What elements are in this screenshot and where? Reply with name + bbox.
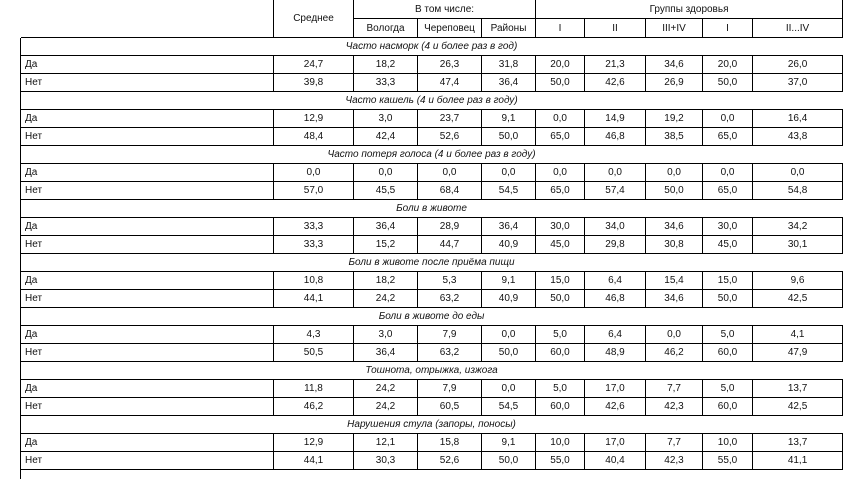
value-cell: 55,0 xyxy=(703,452,753,470)
value-cell: 37,0 xyxy=(753,74,843,92)
value-cell: 16,4 xyxy=(753,110,843,128)
value-cell: 3,0 xyxy=(354,326,418,344)
header-average: Среднее xyxy=(274,0,354,38)
section-title: Боли в животе до еды xyxy=(21,308,843,326)
value-cell: 34,6 xyxy=(646,218,703,236)
value-cell: 7,9 xyxy=(418,380,482,398)
value-cell: 3,0 xyxy=(354,110,418,128)
row-label: Нет xyxy=(21,74,274,92)
value-cell: 60,0 xyxy=(536,344,585,362)
value-cell: 15,8 xyxy=(418,434,482,452)
row-label: Да xyxy=(21,272,274,290)
value-cell: 0,0 xyxy=(536,164,585,182)
value-cell: 28,9 xyxy=(418,218,482,236)
table-row xyxy=(21,326,843,344)
value-cell: 34,6 xyxy=(646,290,703,308)
header-group-i: I xyxy=(536,19,585,38)
value-cell: 50,0 xyxy=(703,74,753,92)
value-cell: 46,8 xyxy=(585,290,646,308)
value-cell: 5,0 xyxy=(536,380,585,398)
table-row xyxy=(21,380,843,398)
value-cell: 9,1 xyxy=(482,434,536,452)
value-cell: 34,2 xyxy=(753,218,843,236)
section-row xyxy=(21,416,843,434)
header-group-i-b: I xyxy=(703,19,753,38)
value-cell: 31,8 xyxy=(482,56,536,74)
row-label: Нет xyxy=(21,398,274,416)
value-cell: 50,0 xyxy=(482,452,536,470)
value-cell: 44,1 xyxy=(274,452,354,470)
value-cell: 47,9 xyxy=(753,344,843,362)
table-row xyxy=(21,128,843,146)
header-vologda: Вологда xyxy=(354,19,418,38)
table-row xyxy=(21,272,843,290)
value-cell: 48,4 xyxy=(274,128,354,146)
value-cell: 0,0 xyxy=(482,164,536,182)
value-cell: 36,4 xyxy=(482,74,536,92)
header-group-iii-iv: III+IV xyxy=(646,19,703,38)
value-cell: 15,4 xyxy=(646,272,703,290)
table-row xyxy=(21,56,843,74)
value-cell: 0,0 xyxy=(703,110,753,128)
value-cell: 47,4 xyxy=(418,74,482,92)
header-cherepovets: Череповец xyxy=(418,19,482,38)
table-row xyxy=(21,110,843,128)
value-cell: 50,0 xyxy=(703,290,753,308)
value-cell: 30,0 xyxy=(536,218,585,236)
value-cell: 48,9 xyxy=(585,344,646,362)
value-cell: 26,0 xyxy=(753,56,843,74)
value-cell: 46,2 xyxy=(274,398,354,416)
value-cell: 54,5 xyxy=(482,398,536,416)
value-cell: 0,0 xyxy=(753,164,843,182)
value-cell: 40,4 xyxy=(585,452,646,470)
table-row xyxy=(21,164,843,182)
value-cell: 42,5 xyxy=(753,398,843,416)
header-health-groups: Группы здоровья xyxy=(536,0,843,19)
value-cell: 9,1 xyxy=(482,272,536,290)
value-cell: 0,0 xyxy=(274,164,354,182)
value-cell: 36,4 xyxy=(482,218,536,236)
value-cell: 21,3 xyxy=(585,56,646,74)
value-cell: 52,6 xyxy=(418,452,482,470)
value-cell: 44,1 xyxy=(274,290,354,308)
section-row xyxy=(21,38,843,56)
value-cell: 50,0 xyxy=(482,128,536,146)
value-cell: 0,0 xyxy=(703,164,753,182)
value-cell: 36,4 xyxy=(354,218,418,236)
value-cell: 41,1 xyxy=(753,452,843,470)
value-cell: 10,0 xyxy=(703,434,753,452)
value-cell: 57,0 xyxy=(274,182,354,200)
value-cell: 38,5 xyxy=(646,128,703,146)
value-cell: 5,0 xyxy=(703,326,753,344)
value-cell: 15,0 xyxy=(703,272,753,290)
value-cell: 18,2 xyxy=(354,56,418,74)
header-including: В том числе: xyxy=(354,0,536,19)
value-cell: 60,0 xyxy=(703,344,753,362)
value-cell: 24,7 xyxy=(274,56,354,74)
value-cell: 42,3 xyxy=(646,452,703,470)
table-row xyxy=(21,344,843,362)
value-cell: 6,4 xyxy=(585,326,646,344)
value-cell: 7,7 xyxy=(646,380,703,398)
value-cell: 45,0 xyxy=(536,236,585,254)
value-cell: 45,0 xyxy=(703,236,753,254)
value-cell: 10,8 xyxy=(274,272,354,290)
value-cell: 60,0 xyxy=(703,398,753,416)
value-cell: 50,0 xyxy=(536,74,585,92)
value-cell: 12,1 xyxy=(354,434,418,452)
value-cell: 7,7 xyxy=(646,434,703,452)
value-cell: 5,3 xyxy=(418,272,482,290)
value-cell: 52,6 xyxy=(418,128,482,146)
value-cell: 50,0 xyxy=(646,182,703,200)
table-row xyxy=(21,290,843,308)
section-row xyxy=(21,254,843,272)
value-cell: 6,4 xyxy=(585,272,646,290)
section-row xyxy=(21,146,843,164)
row-label: Да xyxy=(21,110,274,128)
row-label: Да xyxy=(21,164,274,182)
row-label: Нет xyxy=(21,236,274,254)
value-cell: 68,4 xyxy=(418,182,482,200)
value-cell: 9,6 xyxy=(753,272,843,290)
value-cell: 29,8 xyxy=(585,236,646,254)
value-cell: 9,1 xyxy=(482,110,536,128)
value-cell: 17,0 xyxy=(585,434,646,452)
row-label: Да xyxy=(21,380,274,398)
value-cell: 44,7 xyxy=(418,236,482,254)
section-title: Часто кашель (4 и более раз в году) xyxy=(21,92,843,110)
value-cell: 42,6 xyxy=(585,398,646,416)
row-label: Да xyxy=(21,56,274,74)
value-cell: 11,8 xyxy=(274,380,354,398)
row-label: Да xyxy=(21,326,274,344)
value-cell: 12,9 xyxy=(274,434,354,452)
header-districts: Районы xyxy=(482,19,536,38)
value-cell: 46,8 xyxy=(585,128,646,146)
value-cell: 65,0 xyxy=(703,182,753,200)
value-cell: 14,9 xyxy=(585,110,646,128)
table-row xyxy=(21,398,843,416)
value-cell: 65,0 xyxy=(703,128,753,146)
value-cell: 57,4 xyxy=(585,182,646,200)
value-cell: 34,6 xyxy=(646,56,703,74)
value-cell: 0,0 xyxy=(585,164,646,182)
left-margin-rule xyxy=(0,38,21,479)
value-cell: 12,9 xyxy=(274,110,354,128)
table-row xyxy=(21,182,843,200)
value-cell: 19,2 xyxy=(646,110,703,128)
value-cell: 36,4 xyxy=(354,344,418,362)
value-cell: 40,9 xyxy=(482,290,536,308)
section-title: Боли в животе после приёма пищи xyxy=(21,254,843,272)
value-cell: 54,5 xyxy=(482,182,536,200)
section-title: Боли в животе xyxy=(21,200,843,218)
value-cell: 4,1 xyxy=(753,326,843,344)
value-cell: 30,8 xyxy=(646,236,703,254)
value-cell: 42,5 xyxy=(753,290,843,308)
value-cell: 33,3 xyxy=(274,218,354,236)
section-title: Часто насморк (4 и более раз в год) xyxy=(21,38,843,56)
value-cell: 20,0 xyxy=(703,56,753,74)
value-cell: 26,3 xyxy=(418,56,482,74)
value-cell: 15,2 xyxy=(354,236,418,254)
value-cell: 0,0 xyxy=(646,326,703,344)
value-cell: 0,0 xyxy=(536,110,585,128)
value-cell: 42,3 xyxy=(646,398,703,416)
value-cell: 65,0 xyxy=(536,128,585,146)
value-cell: 42,6 xyxy=(585,74,646,92)
value-cell: 10,0 xyxy=(536,434,585,452)
value-cell: 30,3 xyxy=(354,452,418,470)
health-data-table xyxy=(20,0,843,470)
value-cell: 7,9 xyxy=(418,326,482,344)
value-cell: 17,0 xyxy=(585,380,646,398)
value-cell: 63,2 xyxy=(418,290,482,308)
section-title: Тошнота, отрыжка, изжога xyxy=(21,362,843,380)
header-blank-cell xyxy=(21,0,274,38)
row-label: Нет xyxy=(21,182,274,200)
header-group-ii-iv: II...IV xyxy=(753,19,843,38)
value-cell: 43,8 xyxy=(753,128,843,146)
row-label: Да xyxy=(21,218,274,236)
value-cell: 54,8 xyxy=(753,182,843,200)
value-cell: 13,7 xyxy=(753,380,843,398)
row-label: Нет xyxy=(21,128,274,146)
value-cell: 5,0 xyxy=(536,326,585,344)
value-cell: 40,9 xyxy=(482,236,536,254)
section-row xyxy=(21,92,843,110)
value-cell: 50,0 xyxy=(482,344,536,362)
row-label: Нет xyxy=(21,344,274,362)
table-row xyxy=(21,452,843,470)
section-row xyxy=(21,308,843,326)
value-cell: 39,8 xyxy=(274,74,354,92)
value-cell: 45,5 xyxy=(354,182,418,200)
value-cell: 55,0 xyxy=(536,452,585,470)
table-body xyxy=(21,38,843,470)
value-cell: 0,0 xyxy=(482,326,536,344)
value-cell: 60,0 xyxy=(536,398,585,416)
row-label: Нет xyxy=(21,290,274,308)
value-cell: 33,3 xyxy=(354,74,418,92)
value-cell: 23,7 xyxy=(418,110,482,128)
value-cell: 42,4 xyxy=(354,128,418,146)
value-cell: 24,2 xyxy=(354,398,418,416)
value-cell: 50,5 xyxy=(274,344,354,362)
value-cell: 46,2 xyxy=(646,344,703,362)
value-cell: 18,2 xyxy=(354,272,418,290)
section-row xyxy=(21,200,843,218)
row-label: Нет xyxy=(21,452,274,470)
value-cell: 24,2 xyxy=(354,290,418,308)
row-label: Да xyxy=(21,434,274,452)
value-cell: 0,0 xyxy=(418,164,482,182)
value-cell: 15,0 xyxy=(536,272,585,290)
value-cell: 65,0 xyxy=(536,182,585,200)
value-cell: 26,9 xyxy=(646,74,703,92)
section-title: Нарушения стула (запоры, поносы) xyxy=(21,416,843,434)
value-cell: 0,0 xyxy=(482,380,536,398)
section-row xyxy=(21,362,843,380)
value-cell: 33,3 xyxy=(274,236,354,254)
table-row xyxy=(21,74,843,92)
value-cell: 50,0 xyxy=(536,290,585,308)
value-cell: 34,0 xyxy=(585,218,646,236)
value-cell: 63,2 xyxy=(418,344,482,362)
section-title: Часто потеря голоса (4 и более раз в году) xyxy=(21,146,843,164)
value-cell: 5,0 xyxy=(703,380,753,398)
value-cell: 24,2 xyxy=(354,380,418,398)
table-row xyxy=(21,236,843,254)
value-cell: 4,3 xyxy=(274,326,354,344)
value-cell: 30,0 xyxy=(703,218,753,236)
value-cell: 60,5 xyxy=(418,398,482,416)
value-cell: 0,0 xyxy=(354,164,418,182)
value-cell: 13,7 xyxy=(753,434,843,452)
value-cell: 0,0 xyxy=(646,164,703,182)
table-row xyxy=(21,434,843,452)
value-cell: 30,1 xyxy=(753,236,843,254)
header-group-ii: II xyxy=(585,19,646,38)
table-row xyxy=(21,218,843,236)
value-cell: 20,0 xyxy=(536,56,585,74)
